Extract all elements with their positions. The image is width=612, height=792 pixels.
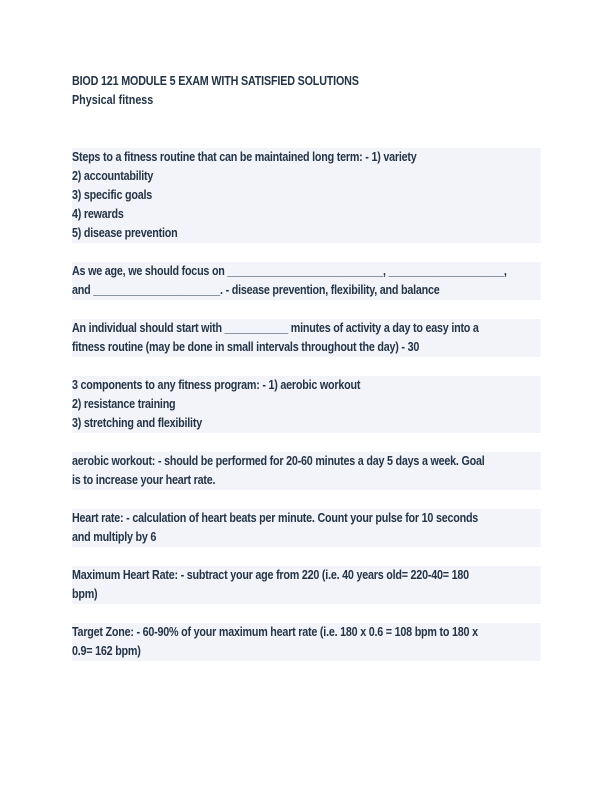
text-line: 2) accountability [72,167,541,186]
document-title: BIOD 121 MODULE 5 EXAM WITH SATISFIED SOLUTIONS [72,74,359,88]
text-line: Target Zone: - 60-90% of your maximum heart rate (i.e. 180 x 0.6 = 108 bpm to 180 x [72,623,541,642]
text-line: As we age, we should focus on ___________________________, ____________________, [72,262,541,281]
text-line: bpm) [72,585,541,604]
text-line: Maximum Heart Rate: - subtract your age from 220 (i.e. 40 years old= 220-40= 180 [72,566,541,585]
text-line: 3) stretching and flexibility [72,414,541,433]
qa-item-aerobic-workout [72,452,542,490]
document-body [72,72,542,661]
section-heading: Physical fitness [72,93,154,107]
text-line: and multiply by 6 [72,528,541,547]
qa-item-steps [72,148,542,243]
text-line: fitness routine (may be done in small intervals throughout the day) - 30 [72,338,541,357]
text-line: Steps to a fitness routine that can be maintained long term: - 1) variety [72,148,541,167]
qa-item-max-heart-rate [72,566,542,604]
text-line: 4) rewards [72,205,541,224]
text-line: aerobic workout: - should be performed for 20-60 minutes a day 5 days a week. Goal [72,452,541,471]
text-line: and ______________________. - disease prevention, flexibility, and balance [72,281,541,300]
text-line: 2) resistance training [72,395,541,414]
qa-item-target-zone [72,623,542,661]
text-line: 5) disease prevention [72,224,541,243]
qa-item-heart-rate [72,509,542,547]
text-line: An individual should start with ___________ minutes of activity a day to easy into a [72,319,541,338]
qa-item-program-components [72,376,542,433]
qa-item-starting-minutes [72,319,542,357]
text-line: 3 components to any fitness program: - 1) aerobic workout [72,376,541,395]
text-line: Heart rate: - calculation of heart beats per minute. Count your pulse for 10 seconds [72,509,541,528]
text-line: 0.9= 162 bpm) [72,642,541,661]
qa-item-aging-focus [72,262,542,300]
text-line: is to increase your heart rate. [72,471,541,490]
text-line: 3) specific goals [72,186,541,205]
